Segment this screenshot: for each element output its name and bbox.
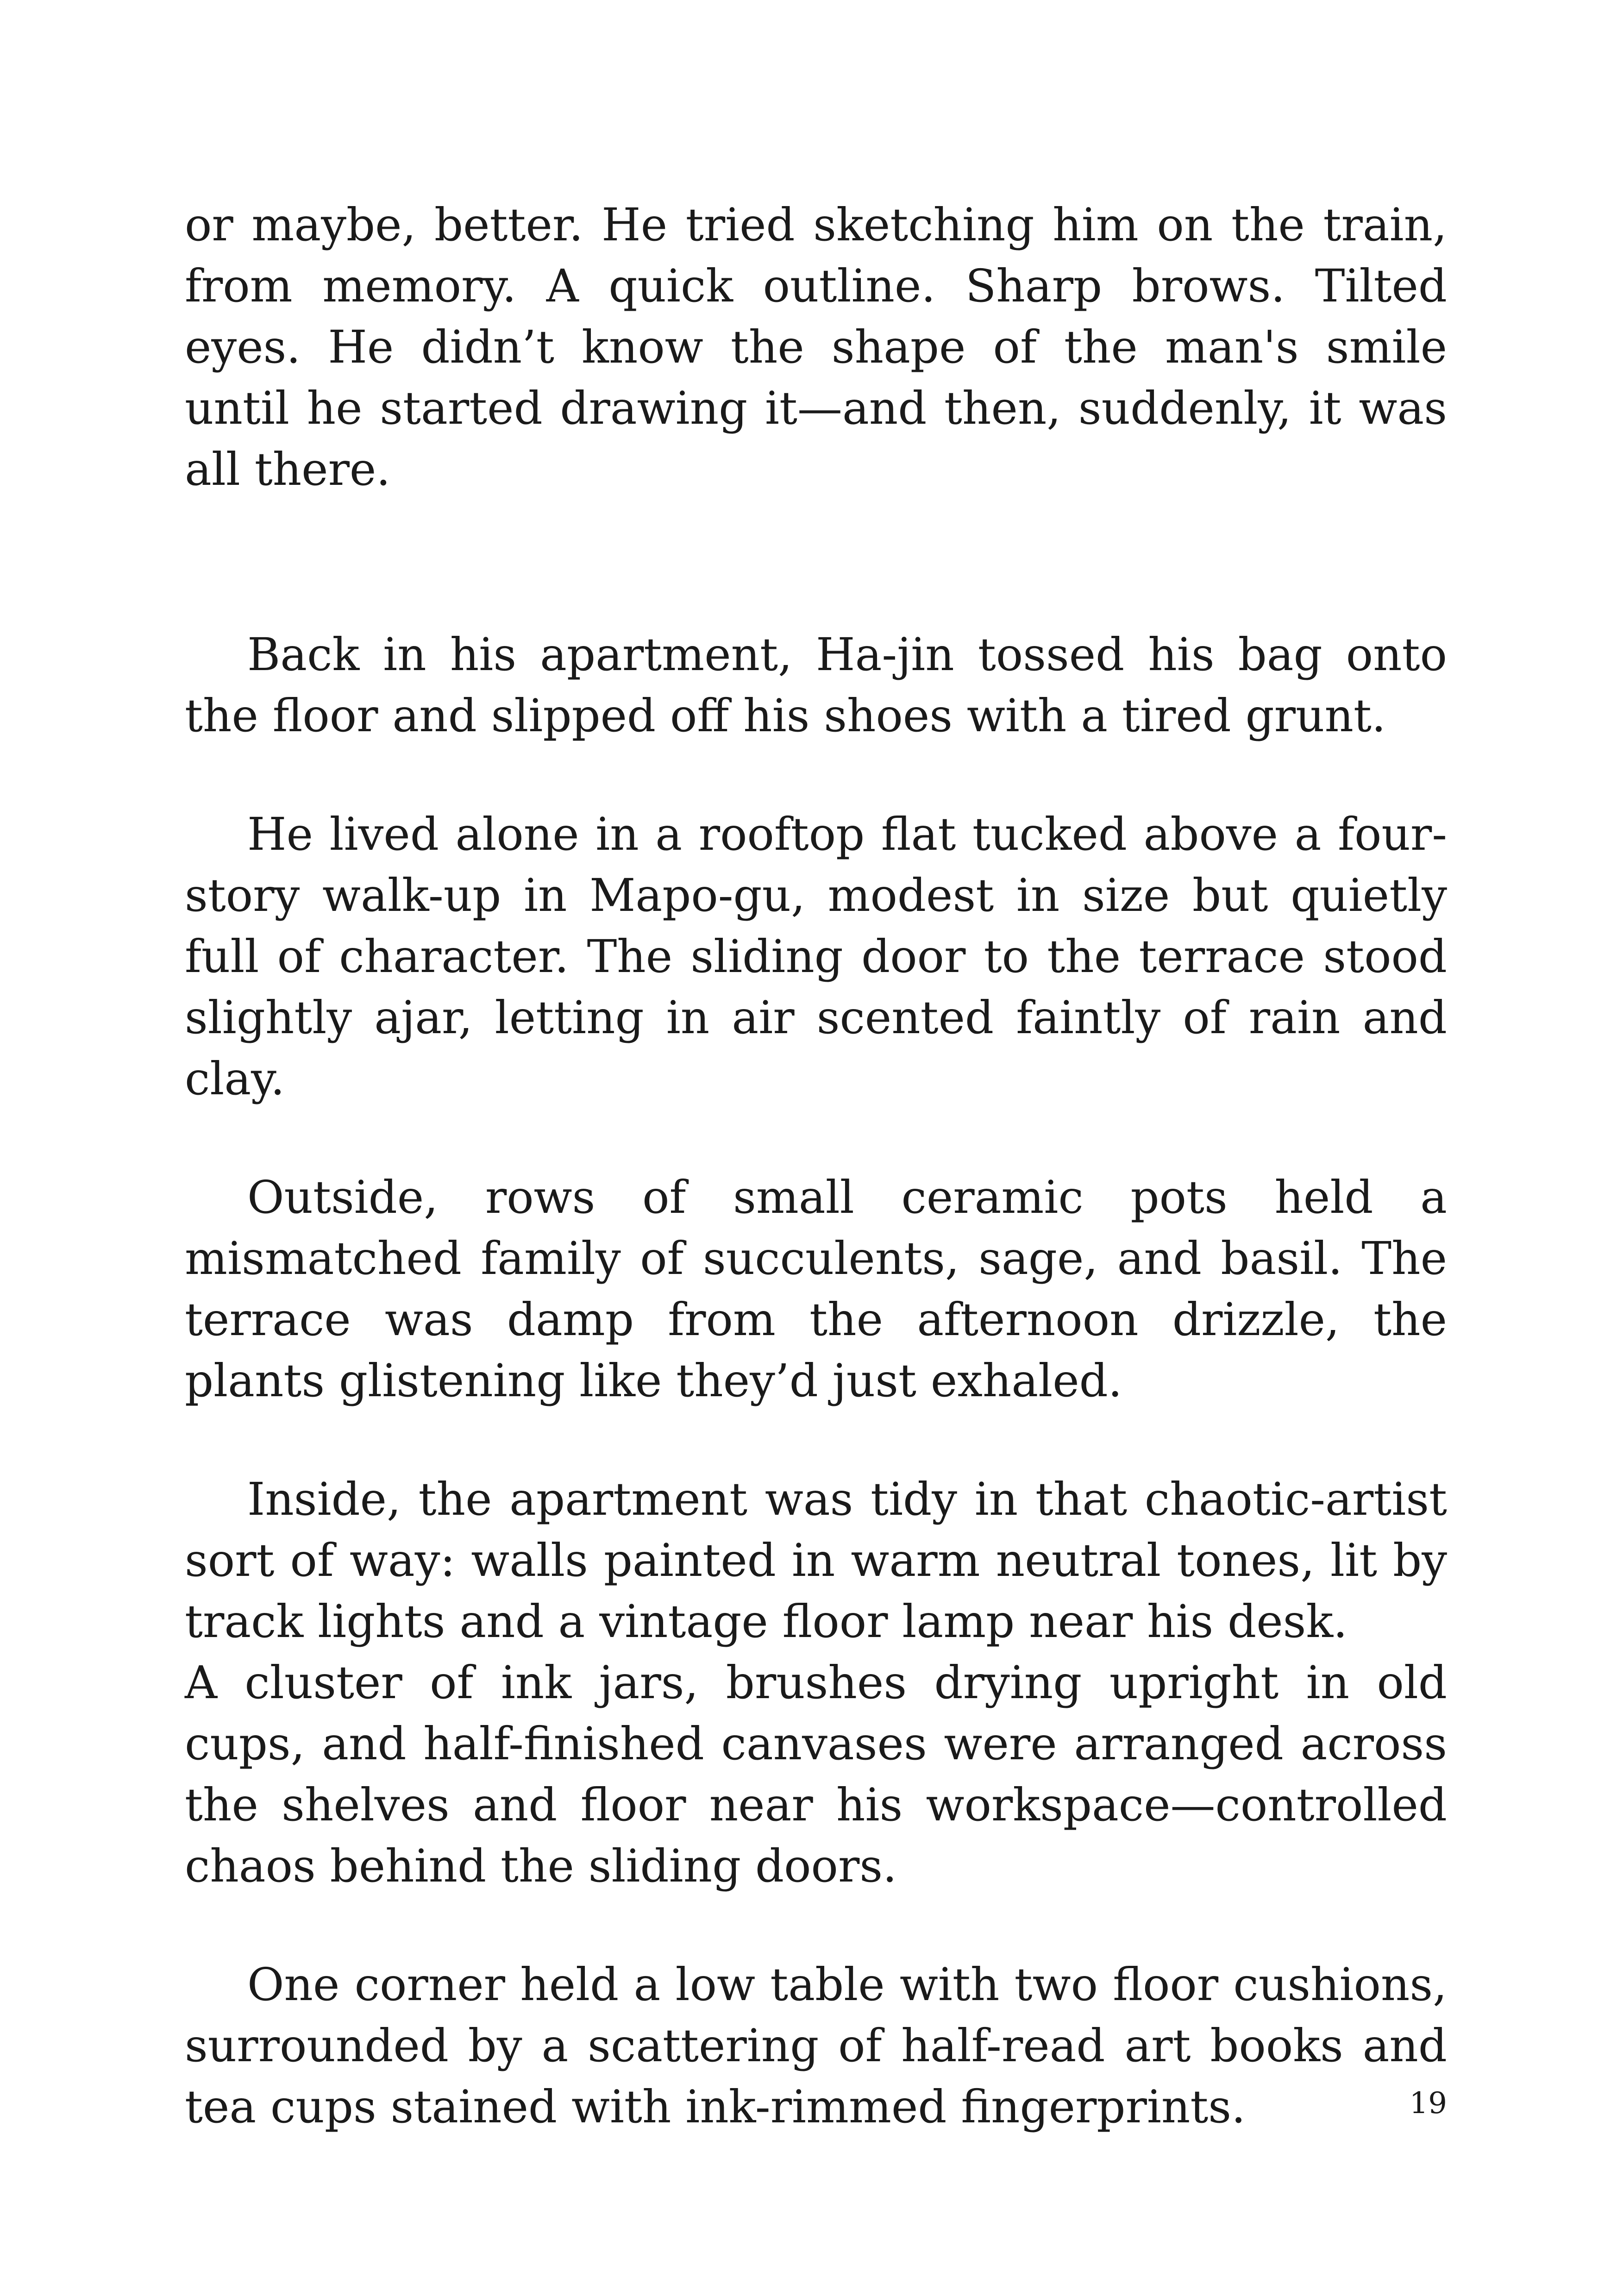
paragraph-rooftop-flat: He lived alone in a rooftop flat tucked above a four-story walk-up in Mapo-gu, modest in size but quietly full of character. The sliding door to the terrace stood slightly ajar, letting in air scented faintly of rain and clay.	[185, 808, 1447, 1105]
paragraph-low-table: One corner held a low table with two floor cushions, surrounded by a scattering of half-read art books and tea cups stained with ink-rimmed fingerprints.	[185, 1958, 1447, 2133]
paragraph-terrace-plants: Outside, rows of small ceramic pots held a mismatched family of succulents, sage, and basil. The terrace was damp from the afternoon drizzle, the plants glistening like they’d just exhaled.	[185, 1171, 1447, 1407]
paragraph-continuation: or maybe, better. He tried sketching him on the train, from memory. A quick outline. Sharp brows. Tilted eyes. He didn’t know the shape of the man's smile until he started drawing it—and then, suddenly, it was all there.	[185, 199, 1447, 496]
page-number: 19	[1409, 2086, 1447, 2120]
paragraph-apartment-interior: Inside, the apartment was tidy in that chaotic-artist sort of way: walls painted in warm neutral tones, lit by track lights and a vintage floor lamp near his desk.	[185, 1473, 1447, 1648]
paragraph-apartment-arrival: Back in his apartment, Ha-jin tossed his bag onto the floor and slipped off his shoes with a tired grunt.	[185, 628, 1447, 742]
body-text	[185, 194, 1447, 2138]
paragraph-workspace: A cluster of ink jars, brushes drying upright in old cups, and half-finished canvases were arranged across the shelves and floor near his workspace—controlled chaos behind the sliding doors.	[185, 1656, 1447, 1892]
